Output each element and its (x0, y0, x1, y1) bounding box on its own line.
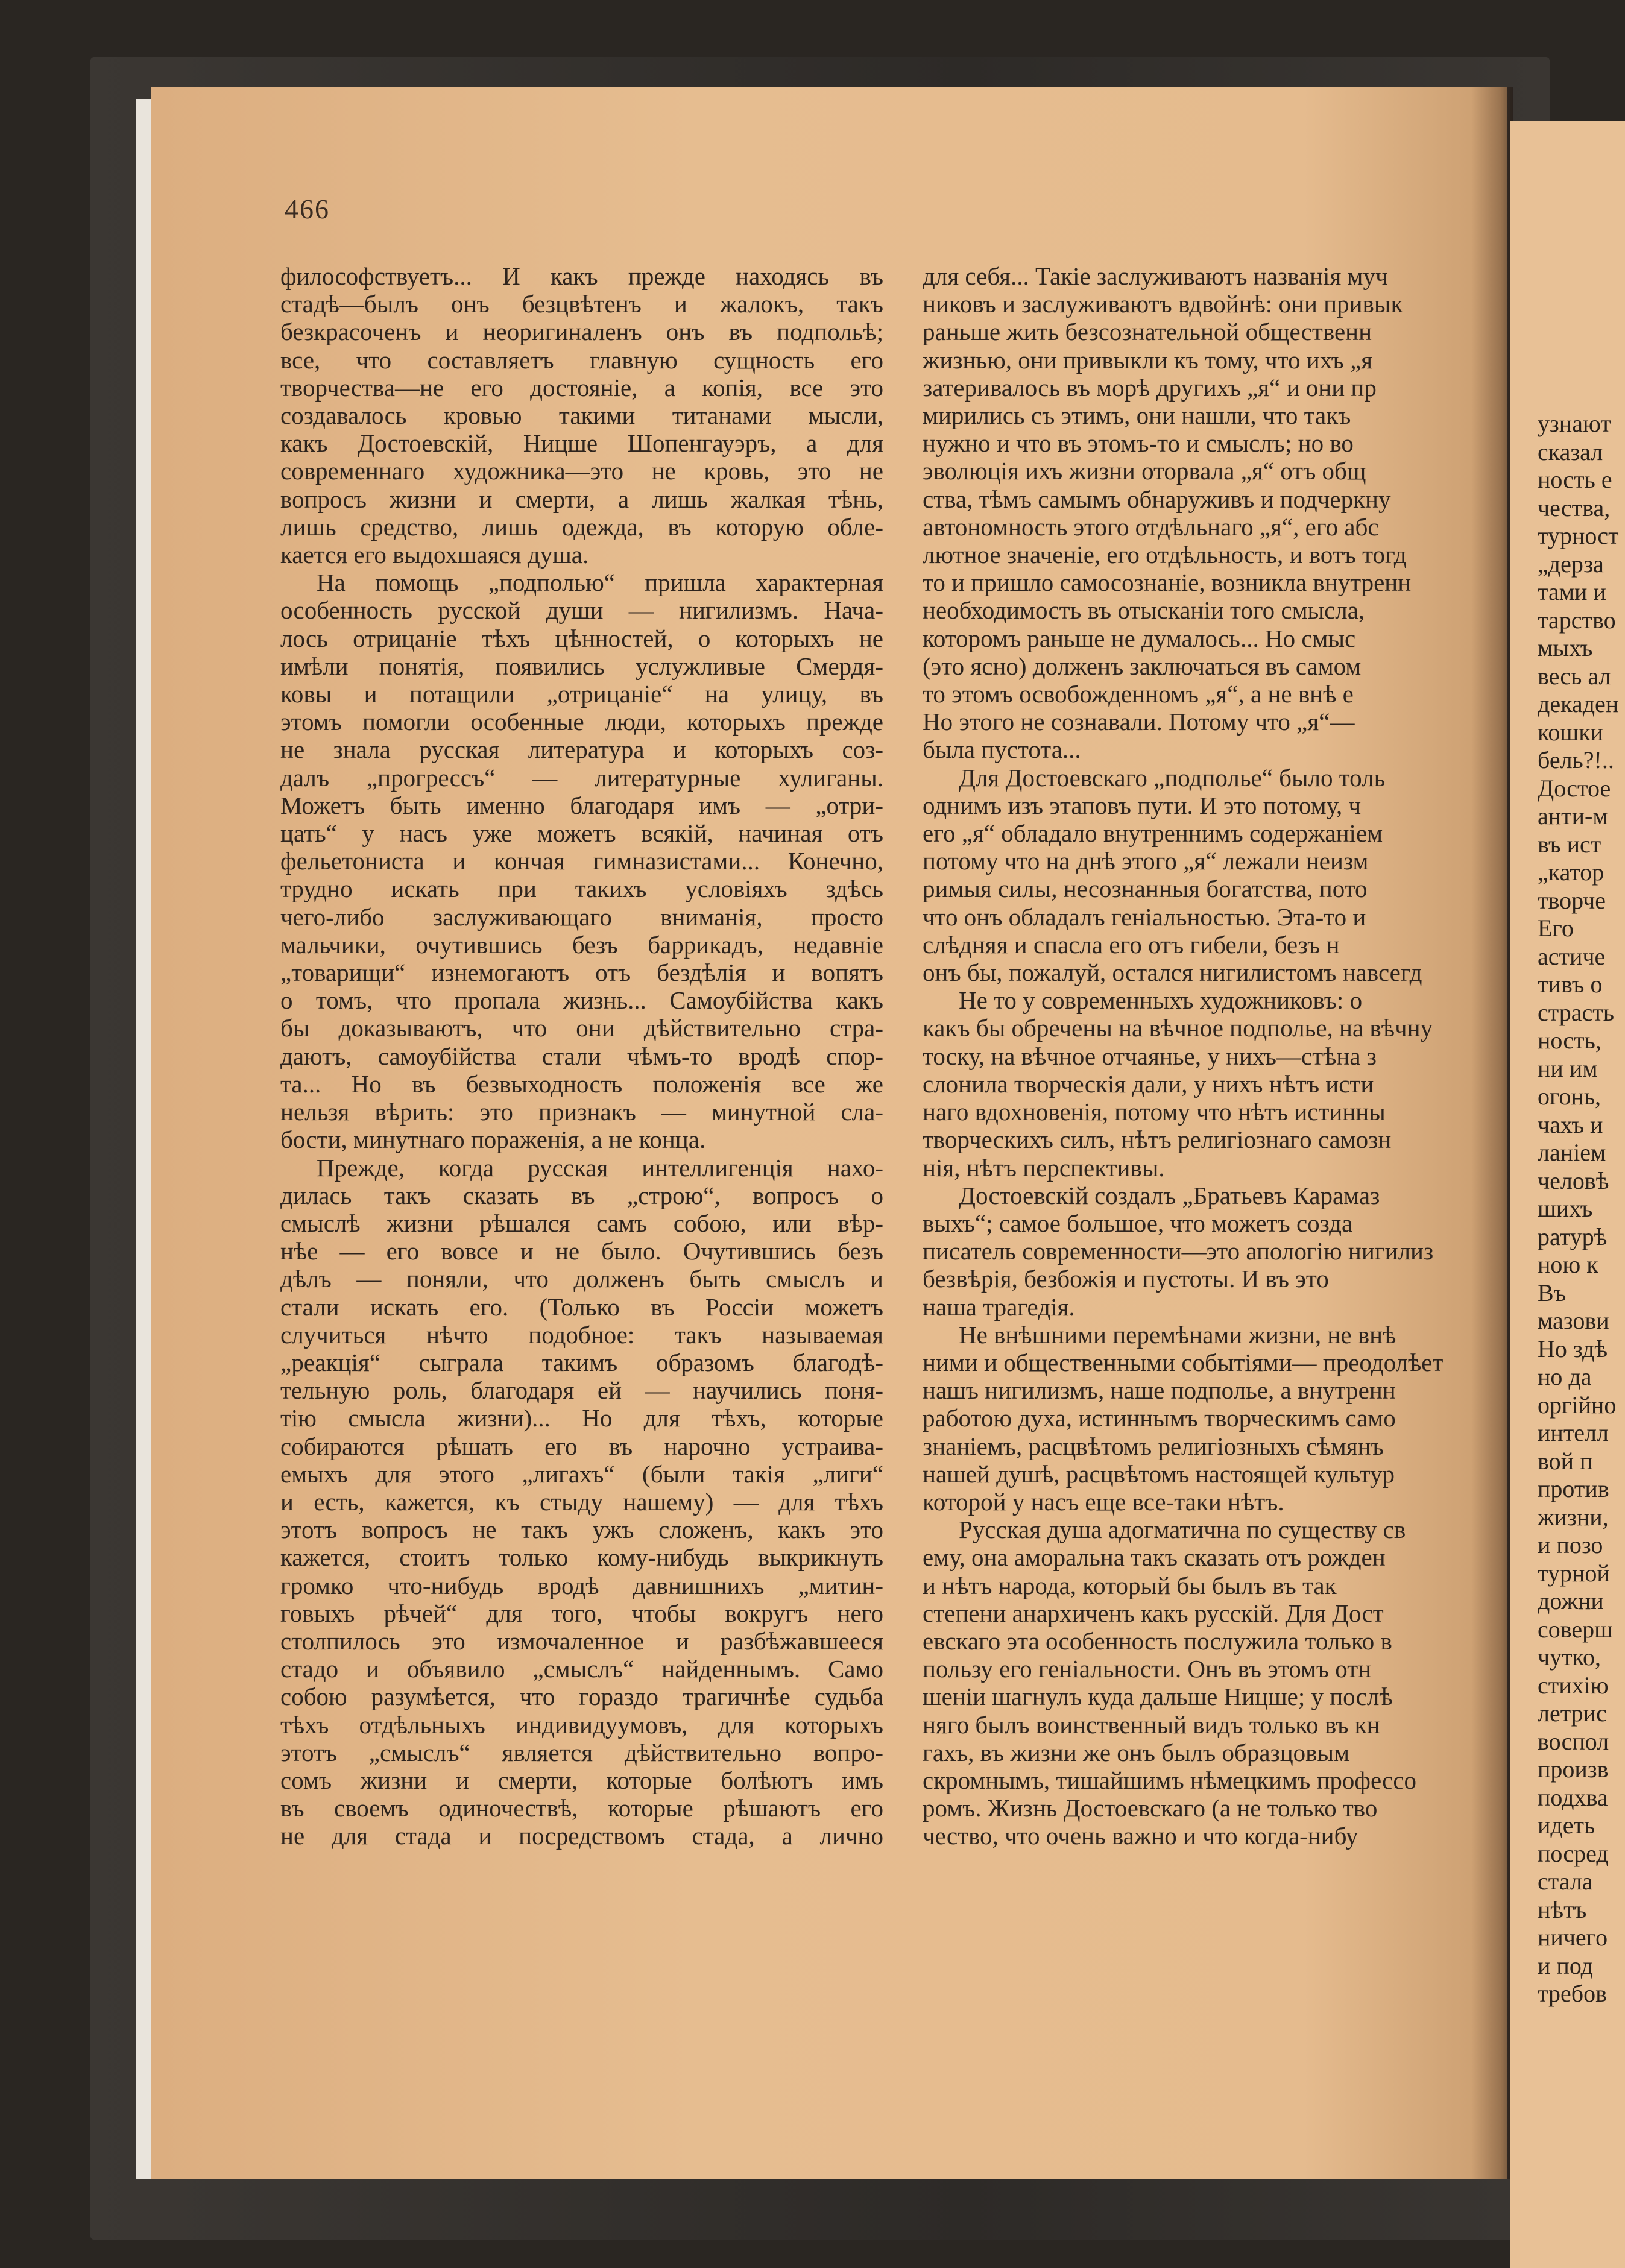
left-column-line: тію смысла жизни)... Но для тѣхъ, которые (280, 1404, 883, 1432)
right-column-line: безвѣрія, безбожія и пустоты. И въ это (923, 1265, 1329, 1293)
left-column-line: не знала русская литература и которыхъ соз- (280, 736, 883, 764)
left-column-line: случиться нѣчто подобное: такъ называемая (280, 1320, 883, 1349)
left-column-line: все, что составляетъ главную сущность его (280, 345, 883, 374)
left-column-line: собою разумѣется, что гораздо трагичнѣе судьба (280, 1683, 883, 1711)
right-column-line: Для Достоевскаго „подполье“ было толь (959, 763, 1386, 792)
facing-page-line: шихъ (1538, 1195, 1593, 1222)
left-column-line: какъ Достоевскій, Ницше Шопенгауэръ, а для (280, 429, 883, 458)
left-column-line: создавалось кровью такими титанами мысли, (280, 402, 883, 430)
right-column-line: и нѣтъ народа, который бы былъ въ так (923, 1571, 1337, 1599)
left-column-line: трудно искать при такихъ условіяхъ здѣсь (280, 875, 883, 903)
facing-page-line: тивъ о (1538, 971, 1603, 998)
left-column-line: чего-либо заслуживающаго вниманія, просто (280, 902, 883, 931)
left-column-line: безкрасоченъ и неоригиналенъ онъ въ подпольѣ; (280, 318, 883, 346)
facing-page-line: въ ист (1538, 830, 1601, 858)
right-column-line: Русская душа адогматична по существу св (959, 1516, 1406, 1544)
page-number: 466 (285, 194, 330, 224)
facing-page-line: турност (1538, 522, 1619, 549)
facing-page-line: стала (1538, 1868, 1593, 1895)
right-column-line: слонила творческія дали, у нихъ нѣтъ исти (923, 1069, 1374, 1098)
facing-page-line: мазови (1538, 1307, 1609, 1334)
facing-page-line: и под (1538, 1951, 1594, 1979)
facing-page-line: ность, (1538, 1027, 1601, 1054)
facing-page-line: интелл (1538, 1419, 1609, 1446)
right-column-line: выхъ“; самое большое, что можетъ созда (923, 1209, 1353, 1237)
left-column-line: стали искать его. (Только въ Россіи можетъ (280, 1293, 883, 1321)
left-column-line: собираются рѣшать его въ нарочно устраива- (280, 1432, 883, 1460)
right-column-line: степени анархиченъ какъ русскій. Для Дост (923, 1599, 1384, 1627)
right-column-line: лютное значеніе, его отдѣльность, и вотъ тогд (923, 541, 1407, 569)
right-column-line: Не внѣшними перемѣнами жизни, не внѣ (959, 1320, 1396, 1349)
facing-page-line: „дерза (1538, 550, 1604, 578)
right-column-line: работою духа, истиннымъ творческимъ само (923, 1404, 1396, 1432)
facing-page-line: чахъ и (1538, 1110, 1603, 1138)
facing-page-line: нѣтъ (1538, 1895, 1587, 1923)
facing-page-line: узнают (1538, 410, 1611, 437)
right-column-line: мирились съ этимъ, они нашли, что такъ (923, 402, 1351, 430)
right-column-line: скромнымъ, тишайшимъ нѣмецкимъ профессо (923, 1766, 1417, 1794)
left-column-line: этотъ вопросъ не такъ ужъ сложенъ, какъ это (280, 1516, 883, 1544)
facing-page-line: оргійно (1538, 1391, 1617, 1419)
facing-page-line: бель?!.. (1538, 746, 1614, 773)
facing-page-line: жизни, (1538, 1503, 1609, 1531)
right-column-line: Но этого не сознавали. Потому что „я“— (923, 708, 1355, 736)
facing-page-line: Но здѣ (1538, 1335, 1608, 1362)
left-column-line: „товарищи“ изнемогаютъ отъ бездѣлія и вопятъ (280, 959, 883, 987)
facing-page-line: „катор (1538, 858, 1604, 886)
right-column-line: нужно и что въ этомъ-то и смыслъ; но во (923, 429, 1354, 458)
right-column-line: эволюція ихъ жизни оторвала „я“ отъ общ (923, 457, 1366, 485)
facing-page-line: вой п (1538, 1447, 1593, 1475)
left-text-column (280, 262, 883, 1850)
left-column-line: и есть, кажется, къ стыду нашему) — для тѣхъ (280, 1487, 883, 1516)
right-column-line: потому что на днѣ этого „я“ лежали неизм (923, 847, 1369, 875)
right-column-line: раньше жить безсознательной общественн (923, 318, 1372, 346)
right-column-line: ства, тѣмъ самымъ обнаруживъ и подчеркну (923, 485, 1391, 513)
facing-page-line: соверш (1538, 1615, 1613, 1643)
facing-page-line: мыхъ (1538, 634, 1593, 661)
left-column-line: стадѣ—былъ онъ безцвѣтенъ и жалокъ, такъ (280, 290, 883, 318)
right-column-line: необходимость въ отысканіи того смысла, (923, 596, 1365, 625)
right-text-column (923, 262, 1510, 1850)
left-column-line: дѣлъ — поняли, что долженъ быть смыслъ и (280, 1265, 883, 1293)
facing-page-line: ланіем (1538, 1139, 1606, 1166)
right-column-line: чество, что очень важно и что когда-нибу (923, 1822, 1358, 1850)
facing-page-line: и позо (1538, 1531, 1603, 1558)
right-column-line: нія, нѣтъ перспективы. (923, 1153, 1165, 1182)
facing-page-line: посред (1538, 1839, 1609, 1867)
right-column-line: жизнью, они привыкли къ тому, что ихъ „я (923, 345, 1373, 374)
left-column-line: лось отрицаніе тѣхъ цѣнностей, о которыхъ не (280, 624, 883, 652)
right-column-line: онъ бы, пожалуй, остался нигилистомъ навсегд (923, 959, 1422, 987)
facing-page-line: чества, (1538, 494, 1611, 521)
facing-page-line: но да (1538, 1363, 1592, 1390)
facing-page-line: ничего (1538, 1924, 1608, 1951)
right-column-line: слѣдняя и спасла его отъ гибели, безъ н (923, 930, 1340, 959)
right-column-line: гахъ, въ жизни же онъ былъ образцовым (923, 1738, 1350, 1766)
left-column-line: говыхъ рѣчей“ для того, чтобы вокругъ него (280, 1599, 883, 1627)
left-column-line: о томъ, что пропала жизнь... Самоубійства какъ (280, 986, 883, 1015)
right-column-line: ними и общественными событіями— преодолѣет (923, 1348, 1444, 1376)
facing-page-line: стихію (1538, 1671, 1609, 1699)
facing-page-line: ность е (1538, 466, 1612, 493)
facing-page-line: дожни (1538, 1587, 1604, 1614)
facing-page-fragment (1510, 121, 1625, 2268)
left-column-line: бости, минутнаго пораженія, а не конца. (280, 1126, 706, 1154)
right-column-line: затеривалось въ морѣ другихъ „я“ и они пр (923, 373, 1377, 402)
right-column-line: что онъ обладалъ геніальностью. Эта-то и (923, 902, 1366, 931)
left-column-line: тѣхъ отдѣльныхъ индивидуумовъ, для которыхъ (280, 1710, 883, 1739)
facing-page-line: творче (1538, 886, 1606, 914)
left-column-line: кается его выдохшаяся душа. (280, 541, 589, 569)
right-column-line: писатель современности—это апологію нигилиз (923, 1237, 1434, 1265)
left-column-line: даютъ, самоубійства стали чѣмъ-то вродѣ спор- (280, 1042, 883, 1070)
right-column-line: няго былъ воинственный видъ только въ кн (923, 1710, 1380, 1739)
left-column-line: цать“ у насъ уже можетъ всякій, начиная отъ (280, 819, 883, 848)
right-column-line: наша трагедія. (923, 1293, 1075, 1321)
left-column-line: этомъ помогли особенные люди, которыхъ прежде (280, 708, 883, 736)
left-column-line: далъ „прогрессъ“ — литературные хулиганы. (280, 763, 883, 792)
left-column-line: современнаго художника—это не кровь, это не (280, 457, 883, 485)
left-column-line: тельную роль, благодаря ей — научились поня- (280, 1376, 883, 1405)
right-column-line: нашей душѣ, расцвѣтомъ настоящей культур (923, 1460, 1395, 1488)
left-column-line: стадо и объявило „смыслъ“ найденнымъ. Само (280, 1655, 883, 1683)
right-column-line: то этомъ освобожденномъ „я“, а не внѣ е (923, 680, 1354, 708)
right-column-line: наго вдохновенія, потому что нѣтъ истинны (923, 1098, 1386, 1126)
facing-page-line: турной (1538, 1559, 1610, 1587)
right-column-line: знаніемъ, расцвѣтомъ религіозныхъ сѣмянъ (923, 1432, 1384, 1460)
facing-page-line: против (1538, 1475, 1609, 1502)
facing-page-line: ратурѣ (1538, 1223, 1608, 1250)
facing-page-line: огонь, (1538, 1083, 1601, 1110)
facing-page-line: Въ (1538, 1279, 1567, 1306)
facing-page-line: кошки (1538, 718, 1604, 746)
facing-page-line: ною к (1538, 1251, 1598, 1278)
facing-page-line: требов (1538, 1980, 1607, 2007)
left-column-line: Прежде, когда русская интеллигенція нахо- (317, 1153, 883, 1182)
facing-page-line: сказал (1538, 438, 1603, 465)
left-column-line: сомъ жизни и смерти, которые болѣютъ имъ (280, 1766, 883, 1794)
facing-page-text (1510, 410, 1625, 2008)
right-column-line: шеніи шагнулъ куда дальше Ницше; у послѣ (923, 1683, 1393, 1711)
right-column-line: ромъ. Жизнь Достоевскаго (а не только тво (923, 1794, 1378, 1822)
facing-page-line: произв (1538, 1756, 1609, 1783)
right-column-line: римыя силы, несознанныя богатства, пото (923, 875, 1368, 903)
right-column-line: для себя... Такіе заслуживаютъ названія муч (923, 262, 1388, 290)
facing-page-line: анти-м (1538, 802, 1608, 830)
left-column-line: громко что-нибудь вродѣ давнишнихъ „митин- (280, 1571, 883, 1599)
right-column-line: ему, она аморальна такъ сказать отъ рожден (923, 1543, 1386, 1572)
right-column-line: которомъ раньше не думалось... Но смыс (923, 624, 1356, 652)
left-column-line: „реакція“ сыграла такимъ образомъ благодѣ- (280, 1348, 883, 1376)
facing-page-line: идеть (1538, 1812, 1595, 1839)
left-column-line: кажется, стоитъ только кому-нибудь выкрикнуть (280, 1543, 883, 1572)
facing-page-line: тами и (1538, 578, 1606, 605)
left-column-line: философствуетъ... И какъ прежде находясь въ (280, 262, 883, 290)
left-column-line: имѣли понятія, появились услужливые Смердя- (280, 652, 883, 680)
right-column-line: евскаго эта особенность послужила только в (923, 1627, 1392, 1655)
right-column-line: нашъ нигилизмъ, наше подполье, а внутренн (923, 1376, 1396, 1405)
facing-page-line: Достое (1538, 774, 1611, 802)
facing-page-line: тарство (1538, 606, 1616, 634)
right-column-line: творческихъ силъ, нѣтъ религіознаго самозн (923, 1126, 1392, 1154)
left-column-line: лишь средство, лишь одежда, въ которую обле- (280, 512, 883, 541)
right-column-line: Достоевскій создалъ „Братьевъ Карамаз (959, 1181, 1380, 1209)
left-column-line: бы доказываютъ, что они дѣйствительно стра- (280, 1014, 883, 1042)
left-column-line: ковы и потащили „отрицаніе“ на улицу, въ (280, 680, 883, 708)
left-column-line: нельзя вѣрить: это признакъ — минутной сла- (280, 1098, 883, 1126)
left-column-line: фельетониста и кончая гимназистами... Конечно, (280, 847, 883, 875)
left-column-line: дилась такъ сказать въ „строю“, вопросъ о (280, 1181, 883, 1209)
left-column-line: нѣе — его вовсе и не было. Очутившись безъ (280, 1237, 883, 1265)
left-column-line: та... Но въ безвыходность положенія все же (280, 1069, 883, 1098)
facing-page-line: декаден (1538, 690, 1619, 717)
right-column-line: автономность этого отдѣльнаго „я“, его абс (923, 512, 1379, 541)
left-column-line: На помощь „подполью“ пришла характерная (317, 569, 883, 597)
right-column-line: которой у насъ еще все-таки нѣтъ. (923, 1487, 1284, 1516)
facing-page-line: астиче (1538, 942, 1606, 970)
left-column-line: Можетъ быть именно благодаря имъ — „отри- (280, 791, 883, 819)
right-column-line: Не то у современныхъ художниковъ: о (959, 986, 1363, 1015)
left-column-line: не для стада и посредствомъ стада, а лично (280, 1822, 883, 1850)
right-column-line: была пустота... (923, 736, 1081, 764)
facing-page-line: страсть (1538, 998, 1614, 1026)
left-column-line: столпилось это измочаленное и разбѣжавшееся (280, 1627, 883, 1655)
facing-page-line: весь ал (1538, 662, 1611, 690)
left-column-line: этотъ „смыслъ“ является дѣйствительно вопро- (280, 1738, 883, 1766)
left-column-line: вопросъ жизни и смерти, а лишь жалкая тѣнь, (280, 485, 883, 513)
facing-page-line: Его (1538, 915, 1574, 942)
right-column-line: (это ясно) долженъ заключаться въ самом (923, 652, 1362, 680)
facing-page-line: воспол (1538, 1727, 1609, 1755)
left-column-line: мальчики, очутившись безъ баррикадъ, недавніе (280, 930, 883, 959)
left-column-line: въ своемъ одиночествѣ, которые рѣшаютъ его (280, 1794, 883, 1822)
right-column-line: пользу его геніальности. Онъ въ этомъ отн (923, 1655, 1372, 1683)
right-column-line: то и пришло самосознаніе, возникла внутренн (923, 569, 1412, 597)
facing-page-line: чутко, (1538, 1643, 1601, 1671)
right-column-line: никовъ и заслуживаютъ вдвойнѣ: они привык (923, 290, 1403, 318)
left-column-line: творчества—не его достояніе, а копія, все это (280, 373, 883, 402)
facing-page-line: ни им (1538, 1054, 1598, 1082)
right-column-line: какъ бы обречены на вѣчное подполье, на вѣчну (923, 1014, 1433, 1042)
right-column-line: однимъ изъ этаповъ пути. И это потому, ч (923, 791, 1362, 819)
right-column-line: тоску, на вѣчное отчаянье, у нихъ—стѣна з (923, 1042, 1377, 1070)
right-column-line: его „я“ обладало внутреннимъ содержаніем (923, 819, 1383, 848)
left-column-line: смыслѣ жизни рѣшался самъ собою, или вѣр- (280, 1209, 883, 1237)
facing-page-line: человѣ (1538, 1167, 1609, 1194)
facing-page-line: подхва (1538, 1783, 1608, 1811)
left-column-line: емыхъ для этого „лигахъ“ (были такія „лиги“ (280, 1460, 883, 1488)
facing-page-line: летрис (1538, 1699, 1607, 1727)
left-column-line: особенность русской души — нигилизмъ. Нача- (280, 596, 883, 625)
